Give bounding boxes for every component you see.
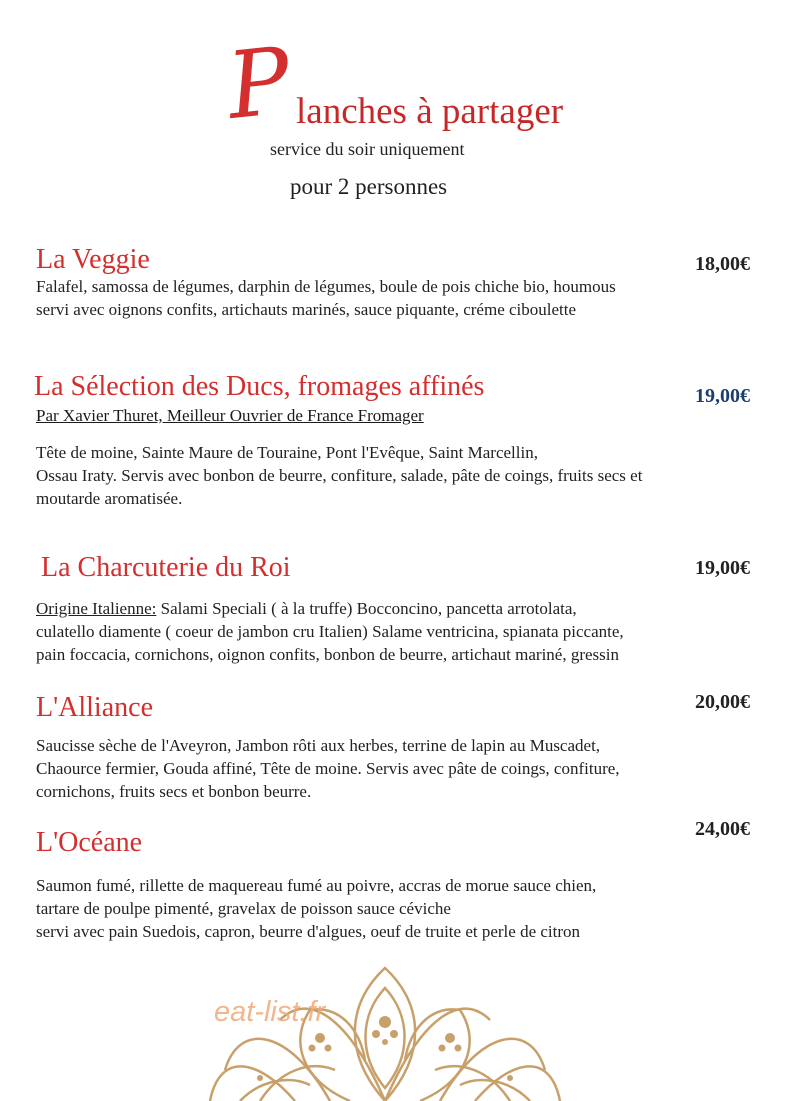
mandala-ornament-icon	[200, 960, 570, 1101]
dish-price-selection-des-ducs: 19,00€	[695, 385, 750, 407]
dish-subline-author: Par Xavier Thuret, Meilleur Ouvrier de France Fromager	[36, 406, 424, 425]
origin-label: Origine Italienne:	[36, 599, 157, 618]
description-line	[36, 597, 624, 620]
description-line: servi avec oignons confits, artichauts marinés, sauce piquante, créme ciboulette	[36, 300, 577, 319]
dish-name-selection-des-ducs: La Sélection des Ducs, fromages affinés	[34, 371, 485, 402]
persons-note: pour 2 personnes	[290, 174, 448, 199]
description-line: moutarde aromatisée.	[36, 489, 183, 508]
origin-text: Salami Speciali ( à la truffe) Bocconcino, pancetta arrotolata,	[156, 599, 577, 618]
dish-description-selection-des-ducs	[36, 441, 642, 510]
dish-name-veggie: La Veggie	[36, 244, 150, 275]
description-line: culatello diamente ( coeur de jambon cru Italien) Salame ventricina, spianata piccante,	[36, 622, 624, 641]
description-line: cornichons, fruits secs et bonbon beurre.	[36, 782, 312, 801]
page-title: lanches à partager	[296, 91, 564, 132]
watermark-text: eat-list.fr	[214, 996, 326, 1028]
title-initial: P	[222, 27, 296, 140]
dish-description-veggie	[36, 275, 616, 321]
dish-price-alliance: 20,00€	[695, 691, 750, 713]
dish-name-charcuterie-du-roi: La Charcuterie du Roi	[41, 552, 291, 583]
description-line: tartare de poulpe pimenté, gravelax de poisson sauce céviche	[36, 899, 451, 918]
dish-price-charcuterie-du-roi: 19,00€	[695, 557, 750, 579]
description-line: pain foccacia, cornichons, oignon confits, bonbon de beurre, artichaut mariné, gressin	[36, 645, 619, 664]
dish-price-oceane: 24,00€	[695, 818, 750, 840]
dish-description-alliance	[36, 734, 620, 803]
subtitle: service du soir uniquement	[270, 139, 465, 159]
dish-description-charcuterie-du-roi	[36, 597, 624, 666]
description-line: Chaource fermier, Gouda affiné, Tête de moine. Servis avec pâte de coings, confiture,	[36, 759, 620, 778]
description-line: Tête de moine, Sainte Maure de Touraine, Pont l'Evêque, Saint Marcellin,	[36, 443, 538, 462]
description-line: Ossau Iraty. Servis avec bonbon de beurre, confiture, salade, pâte de coings, fruits secs et	[36, 466, 643, 485]
description-line: Saumon fumé, rillette de maquereau fumé au poivre, accras de morue sauce chien,	[36, 876, 597, 895]
dish-name-oceane: L'Océane	[36, 827, 143, 858]
description-line: Falafel, samossa de légumes, darphin de légumes, boule de pois chiche bio, houmous	[36, 277, 616, 296]
dish-price-veggie: 18,00€	[695, 253, 750, 275]
dish-name-alliance: L'Alliance	[36, 692, 153, 723]
dish-description-oceane	[36, 874, 596, 943]
description-line: Saucisse sèche de l'Aveyron, Jambon rôti aux herbes, terrine de lapin au Muscadet,	[36, 736, 601, 755]
description-line: servi avec pain Suedois, capron, beurre d'algues, oeuf de truite et perle de citron	[36, 922, 581, 941]
